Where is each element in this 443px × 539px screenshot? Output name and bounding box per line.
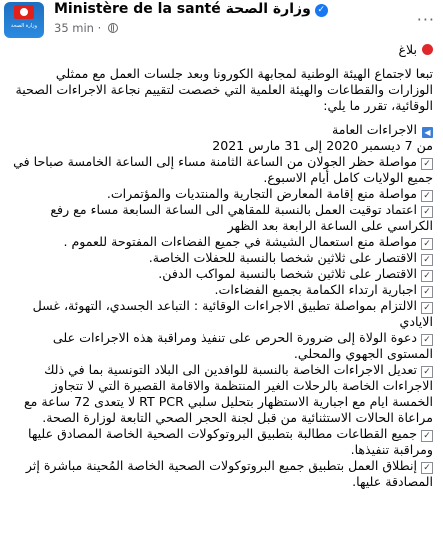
avatar-label: وزارة الصحة: [11, 23, 37, 29]
measure-text: دعوة الولاة إلى ضرورة الحرص على تنفيذ ومراقبة هذه الاجراءات على المستوى الجهوي والمحلي.: [52, 330, 433, 361]
post-time[interactable]: 35 min: [54, 21, 94, 35]
measure-text: الاقتصار على ثلاثين شخصا بالنسبة للحفلات الخاصة.: [148, 250, 417, 265]
measure-text: الالتزام بمواصلة تطبيق الاجراءات الوقائية : التباعد الجسدي، التهوئة، غسل الايادي: [32, 298, 433, 329]
measure-item: [8, 202, 433, 234]
section-title-line: [8, 122, 433, 138]
measure-text: اجبارية ارتداء الكمامة بجميع الفضاءات.: [214, 282, 417, 297]
measure-item: [8, 266, 433, 282]
measure-item: [8, 458, 433, 490]
measure-text: مواصلة منع إقامة المعارض التجارية والمنتديات والمؤتمرات.: [106, 186, 417, 201]
measure-text: الاقتصار على ثلاثين شخصا بالنسبة لمواكب الدفن.: [158, 266, 417, 281]
checkmark-icon: ✓: [421, 302, 433, 314]
measure-item: [8, 282, 433, 298]
globe-icon[interactable]: [108, 23, 118, 33]
measure-text: إنطلاق العمل بتطبيق جميع البروتوكولات الصحية الخاصة المُحينة مباشرة إثر المصادقة عليها.: [25, 458, 433, 489]
measure-item: [8, 298, 433, 330]
page-avatar[interactable]: [4, 2, 44, 38]
page-name-link[interactable]: [54, 1, 328, 17]
checkmark-icon: ✓: [421, 286, 433, 298]
measure-item: [8, 250, 433, 266]
checkmark-icon: ✓: [421, 190, 433, 202]
meta-separator: ·: [97, 21, 102, 35]
measure-text: جميع القطاعات مطالبة بتطبيق البروتوكولات الصحية الخاصة المصادق عليها ومراقبة تنفيذها.: [27, 426, 433, 457]
tunisia-flag-icon: [14, 5, 34, 19]
checkmark-icon: ✓: [421, 366, 433, 378]
measure-item: [8, 186, 433, 202]
checkmark-icon: ✓: [421, 334, 433, 346]
verified-badge-icon: ✓: [315, 4, 328, 17]
measure-item: [8, 234, 433, 250]
section-title: الاجراءات العامة: [332, 122, 417, 137]
date-range: من 7 ديسمبر 2020 إلى 31 مارس 2021: [212, 138, 433, 153]
measure-item: [8, 330, 433, 362]
post-header: [0, 0, 443, 40]
checkmark-icon: ✓: [421, 206, 433, 218]
measure-item: [8, 154, 433, 186]
measure-text: مواصلة منع استعمال الشيشة في جميع الفضاءات المفتوحة للعموم .: [63, 234, 417, 249]
measure-text: مواصلة حظر الجولان من الساعة الثامنة مساء إلى الساعة الخامسة صباحا في جميع الولايات كامل أيام الاسبوع.: [13, 154, 433, 185]
checkmark-icon: ✓: [421, 462, 433, 474]
page-name[interactable]: Ministère de la santé وزارة الصحة: [54, 1, 311, 17]
intro-paragraph: تبعا لاجتماع الهيئة الوطنية لمجابهة الكورونا وبعد جلسات العمل مع ممثلي الوزارات والقطاعات والهيئة العلمية التي خصصت لتقييم نجاعة الاجراءات الصحية الوقائية، تقرر ما يلي:: [15, 66, 433, 113]
post-meta: [54, 21, 118, 35]
checkmark-icon: ✓: [421, 158, 433, 170]
measure-item: [8, 426, 433, 458]
red-circle-icon: [422, 44, 433, 55]
announcement-title-line: [8, 42, 433, 58]
checkmark-icon: ✓: [421, 254, 433, 266]
measure-text: تعديل الاجراءات الخاصة بالنسبة للوافدين الى البلاد التونسية بما في ذلك الاجراءات الخاصة بالرحلات الغير المنتظمة والاقامة القصيرة التي لا تتجاوز الخمسة ايام مع اجبارية الاستظهار بتحليل سلبي RT PCR لا يتعدى 72 ساعة مع مراعاة الحالات الاستثنائية من قبل لجنة الحجر الصحي التابعة لوزارة الصحة.: [23, 362, 433, 425]
more-options-button[interactable]: ···: [416, 10, 435, 29]
checkmark-icon: ✓: [421, 270, 433, 282]
checkmark-icon: ✓: [421, 238, 433, 250]
measure-text: اعتماد توقيت العمل بالنسبة للمقاهي الى الساعة السابعة مساء مع رفع الكراسي على الساعة الرابعة بعد الظهر: [50, 202, 433, 233]
arrow-left-icon: ◀: [422, 127, 433, 138]
post-body: [0, 42, 443, 490]
checkmark-icon: ✓: [421, 430, 433, 442]
measure-item: [8, 362, 433, 426]
announcement-title: بلاغ: [398, 42, 417, 57]
